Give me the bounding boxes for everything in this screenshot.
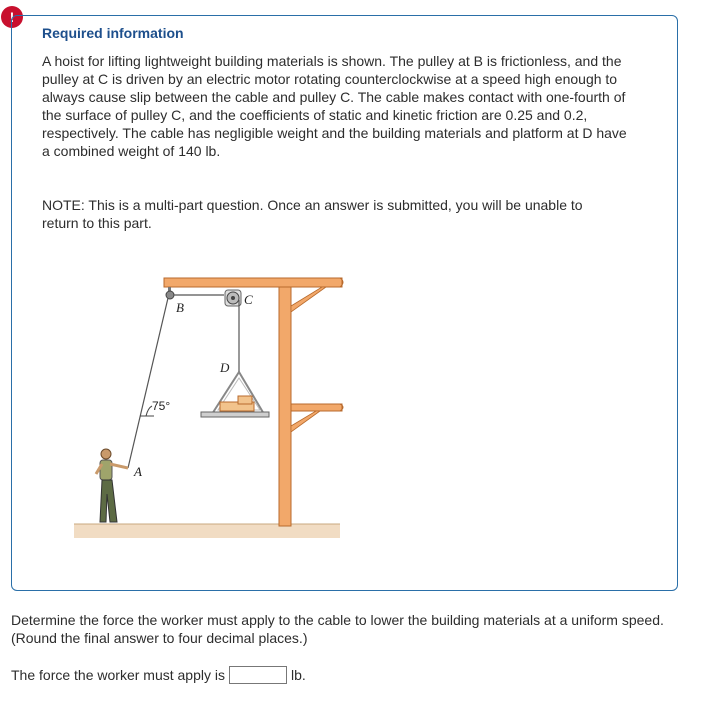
top-beam [164,278,342,287]
platform-d [201,412,269,417]
worker-icon [96,449,128,522]
question-text: Determine the force the worker must apply to the cable to lower the building materials at a uniform speed. (Round the final answer to four decimal places.) [11,612,664,646]
multi-part-note: NOTE: This is a multi-part question. Once an answer is submitted, you will be unable to return to this part. [42,197,583,231]
label-d: D [220,360,230,375]
answer-unit: lb. [290,667,306,683]
label-a: A [134,464,142,479]
ground [74,524,340,538]
alert-icon: ! [1,6,23,28]
info-title: Required information [42,25,184,41]
answer-row [11,666,306,684]
problem-statement: A hoist for lifting lightweight building materials is shown. The pulley at B is frictionless, and the pulley at C is driven by an electric motor rotating counterclockwise at a speed high enough to always cause slip between the cable and pulley C. The cable makes contact with one-fourth of the surface of pulley C, and the coefficients of static and kinetic friction are 0.25 and 0.2, respectively. The cable has negligible weight and the building materials and platform at D have a combined weight of 140 lb. [42,53,627,159]
post [279,284,291,526]
answer-prefix: The force the worker must apply is [11,667,225,683]
force-answer-input[interactable] [229,666,287,684]
angle-label: 75° [152,399,171,413]
hoist-figure [60,264,360,544]
label-c: C [244,292,253,307]
label-b: B [176,300,184,315]
pulley-b [166,291,174,299]
side-arm [291,404,342,411]
